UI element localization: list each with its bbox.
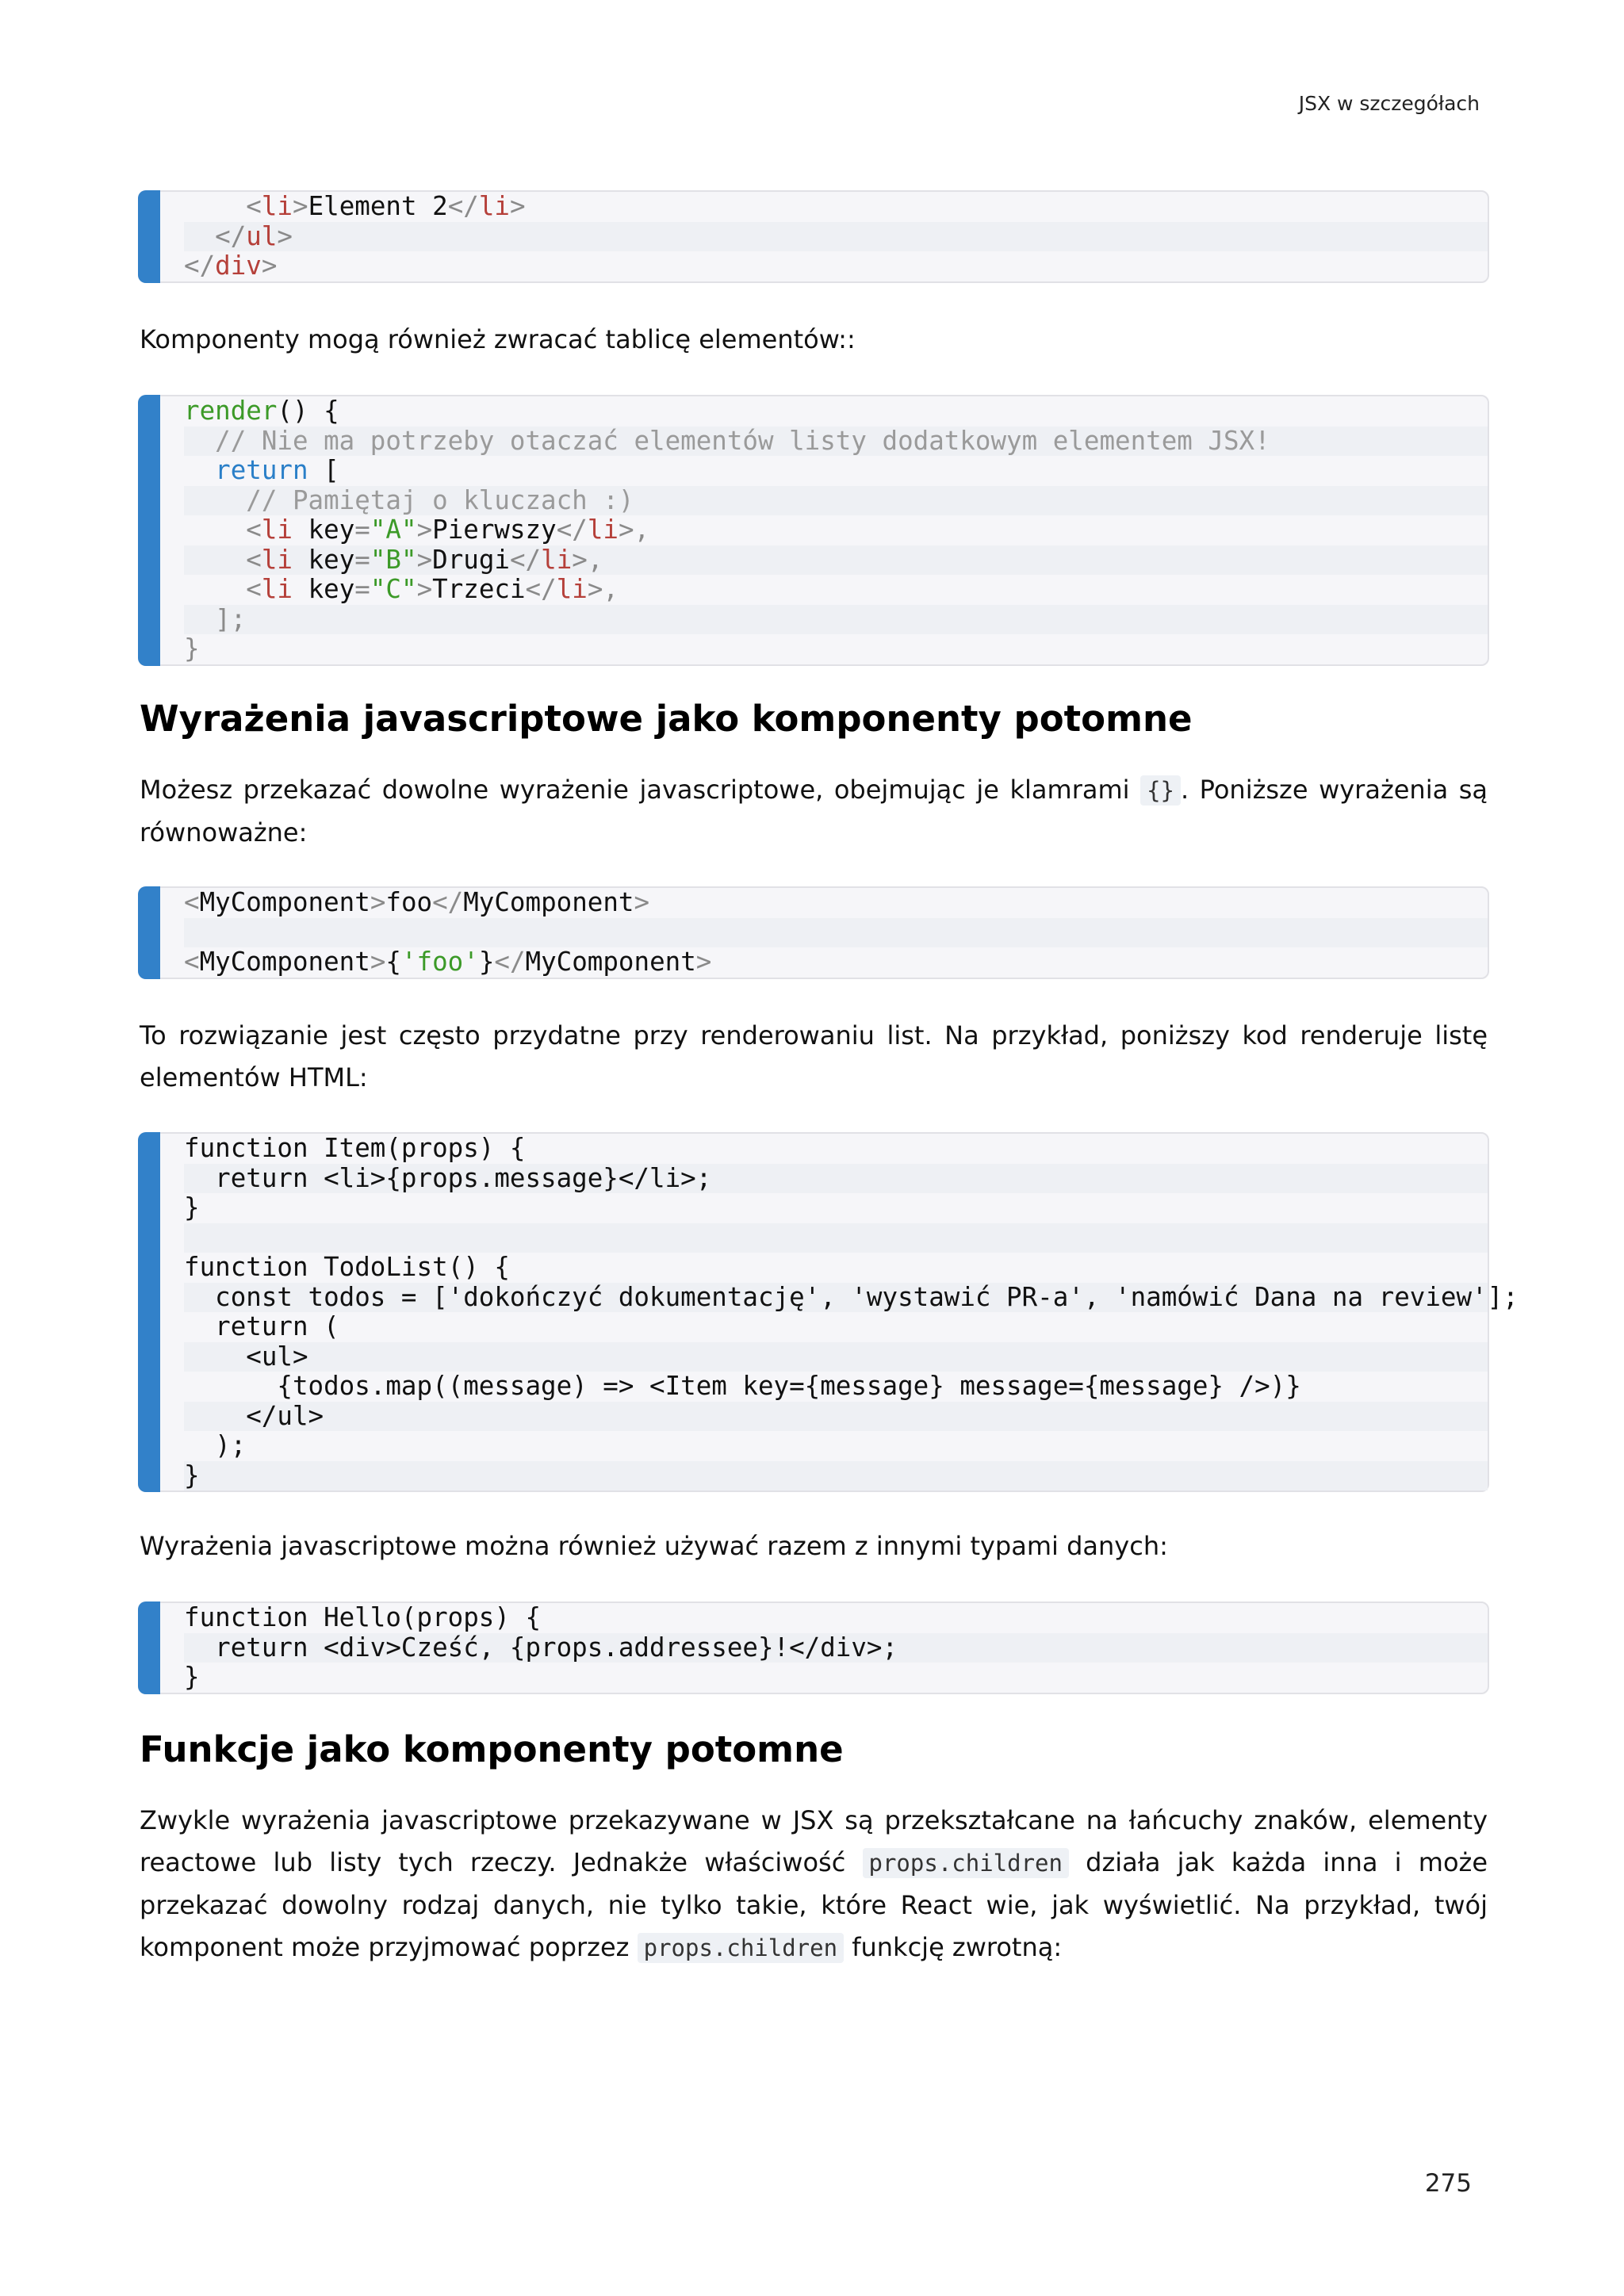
paragraph-text: Zwykle wyrażenia javascriptowe przekazywane w JSX są przekształcane na łańcuchy znaków, elementy reactowe lub listy tych rzeczy. Jednakże właściwość <box>140 1805 1488 1877</box>
code-line: return <div>Cześć, {props.addressee}!</div>; <box>184 1633 1488 1663</box>
paragraph-mixed-types: Wyrażenia javascriptowe można również używać razem z innymi typami danych: <box>140 1531 1168 1561</box>
code-line: <li key="B">Drugi</li>, <box>184 545 1488 576</box>
code-line: } <box>184 1662 200 1692</box>
code-block-render-array <box>138 395 1489 666</box>
code-line: const todos = ['dokończyć dokumentację', 'wystawić PR-a', 'namówić Dana na review']; <box>184 1281 1519 1312</box>
code-line: } <box>184 633 200 664</box>
code-block-list-end <box>138 190 1489 283</box>
code-line <box>184 918 1488 948</box>
paragraph-functions <box>140 1800 1488 1969</box>
code-line: </div> <box>184 251 278 281</box>
code-line: </ul> <box>184 222 1488 252</box>
code-block-todolist <box>138 1132 1519 1492</box>
paragraph-lists: To rozwiązanie jest często przydatne przy renderowaniu list. Na przykład, poniższy kod renderuje listę elementów HTML: <box>140 1020 1488 1093</box>
code-line: <MyComponent>{'foo'}</MyComponent> <box>184 947 712 977</box>
inline-code: props.children <box>638 1933 844 1963</box>
code-line: } <box>184 1192 200 1223</box>
paragraph-expressions <box>140 769 1488 854</box>
code-line: // Pamiętaj o kluczach :) <box>184 486 1488 516</box>
code-line: <li key="A">Pierwszy</li>, <box>246 515 650 545</box>
code-line: <MyComponent>foo</MyComponent> <box>184 887 650 917</box>
code-block-mycomponent <box>138 886 1489 979</box>
page-number: 275 <box>1424 2169 1472 2198</box>
code-line <box>184 1223 1488 1253</box>
code-line: return ( <box>184 1311 339 1341</box>
code-line: render() { <box>184 396 339 426</box>
paragraph-text: działa jak każda inna i może przekazać dowolny rodzaj danych, nie tylko takie, które React wie, jak wyświetlić. Na przykład, twój komponent może przyjmować poprzez <box>140 1847 1488 1962</box>
inline-code: {} <box>1140 775 1181 806</box>
code-line: ); <box>184 1430 247 1460</box>
paragraph-text: Możesz przekazać dowolne wyrażenie javascriptowe, obejmując je klamrami <box>140 775 1141 805</box>
code-line: function TodoList() { <box>184 1252 510 1282</box>
paragraph-text: . Poniższe wyrażenia są równoważne: <box>140 775 1488 848</box>
code-line: <li key="C">Trzeci</li>, <box>246 574 619 604</box>
code-line: </ul> <box>184 1402 1488 1432</box>
code-line: return <li>{props.message}</li>; <box>184 1164 1488 1194</box>
inline-code: props.children <box>863 1848 1069 1878</box>
code-line: return [ <box>215 455 339 485</box>
running-header: JSX w szczegółach <box>1298 92 1480 115</box>
code-line: } <box>184 1461 1488 1491</box>
code-line: <ul> <box>184 1342 1488 1372</box>
section-heading-expressions: Wyrażenia javascriptowe jako komponenty potomne <box>140 698 1193 740</box>
code-line: <li>Element 2</li> <box>246 191 526 221</box>
code-line: ]; <box>184 605 1488 635</box>
code-line: function Hello(props) { <box>184 1602 542 1632</box>
code-line: function Item(props) { <box>184 1133 526 1163</box>
section-heading-functions: Funkcje jako komponenty potomne <box>140 1728 844 1770</box>
code-block-hello <box>138 1601 1489 1694</box>
code-line: // Nie ma potrzeby otaczać elementów listy dodatkowym elementem JSX! <box>184 427 1488 457</box>
code-line: {todos.map((message) => <Item key={message} message={message} />)} <box>184 1371 1301 1401</box>
paragraph-text: funkcję zwrotną: <box>844 1932 1063 1962</box>
paragraph-array-return: Komponenty mogą również zwracać tablicę elementów:: <box>140 324 856 354</box>
